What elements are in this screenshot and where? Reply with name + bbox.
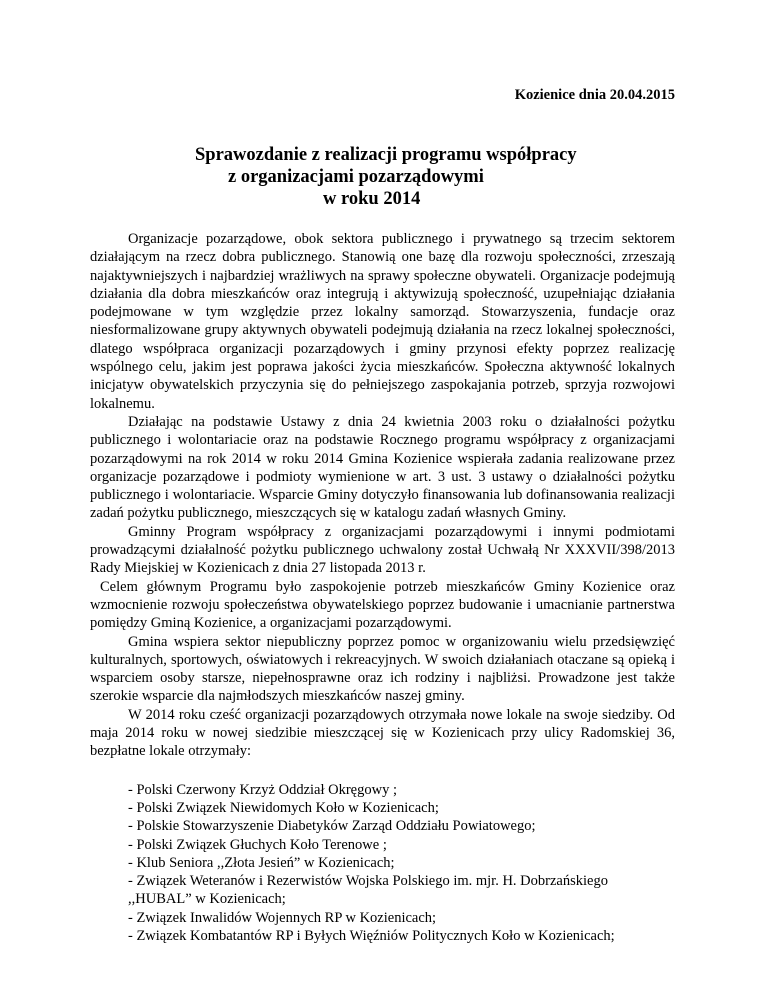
list-item: - Polskie Stowarzyszenie Diabetyków Zarząd Oddziału Powiatowego; xyxy=(128,818,536,835)
paragraph-new-premises: W 2014 roku cześć organizacji pozarządowych otrzymała nowe lokale na swoje siedziby. Od maja 2014 roku w nowej siedzibie mieszczącej się w Kozienicach przy ulicy Radomskiej 36, bezpłatne lokale otrzymały: xyxy=(90,706,675,760)
paragraph-support: Gmina wspiera sektor niepubliczny poprzez pomoc w organizowaniu wielu przedsięwzięć kulturalnych, sportowych, oświatowych i rekreacyjnych. W swoich działaniach otaczane są opieką i wsparciem osoby starsze, niepełnosprawne oraz ich rodziny i najbliżsi. Prowadzone jest także szerokie wsparcie dla najmłodszych mieszkańców naszej gminy. xyxy=(90,633,675,705)
list-item: - Związek Weteranów i Rezerwistów Wojska Polskiego im. mjr. H. Dobrzańskiego ,,HUBAL” w Kozienicach; xyxy=(128,873,608,908)
list-item: - Polski Związek Głuchych Koło Terenowe ; xyxy=(128,836,387,853)
paragraph-program: Gminny Program współpracy z organizacjami pozarządowymi i innymi podmiotami prowadzącymi działalność pożytku publicznego uchwalony został Uchwałą Nr XXXVII/398/2013 Rady Miejskiej w Kozienicach z dnia 27 listopada 2013 r. xyxy=(90,523,675,577)
list-item: - Polski Czerwony Krzyż Oddział Okręgowy ; xyxy=(128,781,397,798)
paragraph-intro: Organizacje pozarządowe, obok sektora publicznego i prywatnego są trzecim sektorem działającym na rzecz dobra publicznego. Stanowią one bazę dla rozwoju społeczności, zrzeszają najaktywniejszych i najbardziej wrażliwych na sprawy społeczne obywateli. Organizacje podejmują działania dla dobra mieszkańców oraz integrują i aktywizują społeczność, uzupełniając działania podejmowane w tym względzie przez lokalny samorząd. Stowarzyszenia, fundacje oraz niesformalizowane grupy aktywnych obywateli podejmują działania na rzecz lokalnej społeczności, dlatego współpraca organizacji pozarządowych i gminy przynosi efekty poprzez realizację wspólnego celu, jakim jest poprawa jakości życia mieszkańców. Społeczna aktywność lokalnych inicjatyw obywatelskich przyczynia się do pełniejszego zaspokajania potrzeb, sprzyja rozwojowi lokalnemu. xyxy=(90,231,675,412)
title-line-2: z organizacjami pozarządowymi xyxy=(228,167,484,187)
document-body xyxy=(90,230,675,761)
paragraph-legal-basis: Działając na podstawie Ustawy z dnia 24 kwietnia 2003 roku o działalności pożytku publicznego i wolontariacie oraz na podstawie Rocznego programu współpracy z organizacjami pozarządowymi na rok 2014 w roku 2014 Gmina Kozienice wspierała zadania realizowane przez organizacje pozarządowe i podmioty wymienione w art. 3 ust. 3 ustawy o działalności pożytku publicznego i wolontariacie. Wsparcie Gminy dotyczyło finansowania lub dofinansowania realizacji zadań pożytku publicznego, mieszczących się w katalogu zadań własnych Gminy. xyxy=(90,413,675,522)
title-line-3: w roku 2014 xyxy=(323,189,421,209)
organizations-list xyxy=(90,781,675,946)
title-line-1: Sprawozdanie z realizacji programu współpracy xyxy=(195,145,577,165)
list-item: - Związek Inwalidów Wojennych RP w Kozienicach; xyxy=(128,909,437,926)
document-title xyxy=(90,144,675,210)
list-item: - Klub Seniora ,,Złota Jesień” w Kozienicach; xyxy=(128,854,395,871)
list-item: - Polski Związek Niewidomych Koło w Kozienicach; xyxy=(128,799,439,816)
list-item: - Związek Kombatantów RP i Byłych Więźniów Politycznych Koło w Kozienicach; xyxy=(128,927,615,944)
paragraph-program-goal: Celem głównym Programu było zaspokojenie potrzeb mieszkańców Gminy Kozienice oraz wzmocnienie rozwoju społeczeństwa obywatelskiego poprzez budowanie i umacnianie partnerstwa pomiędzy Gminą Kozienice, a organizacjami pozarządowymi. xyxy=(90,578,675,632)
document-date: Kozienice dnia 20.04.2015 xyxy=(514,87,675,103)
